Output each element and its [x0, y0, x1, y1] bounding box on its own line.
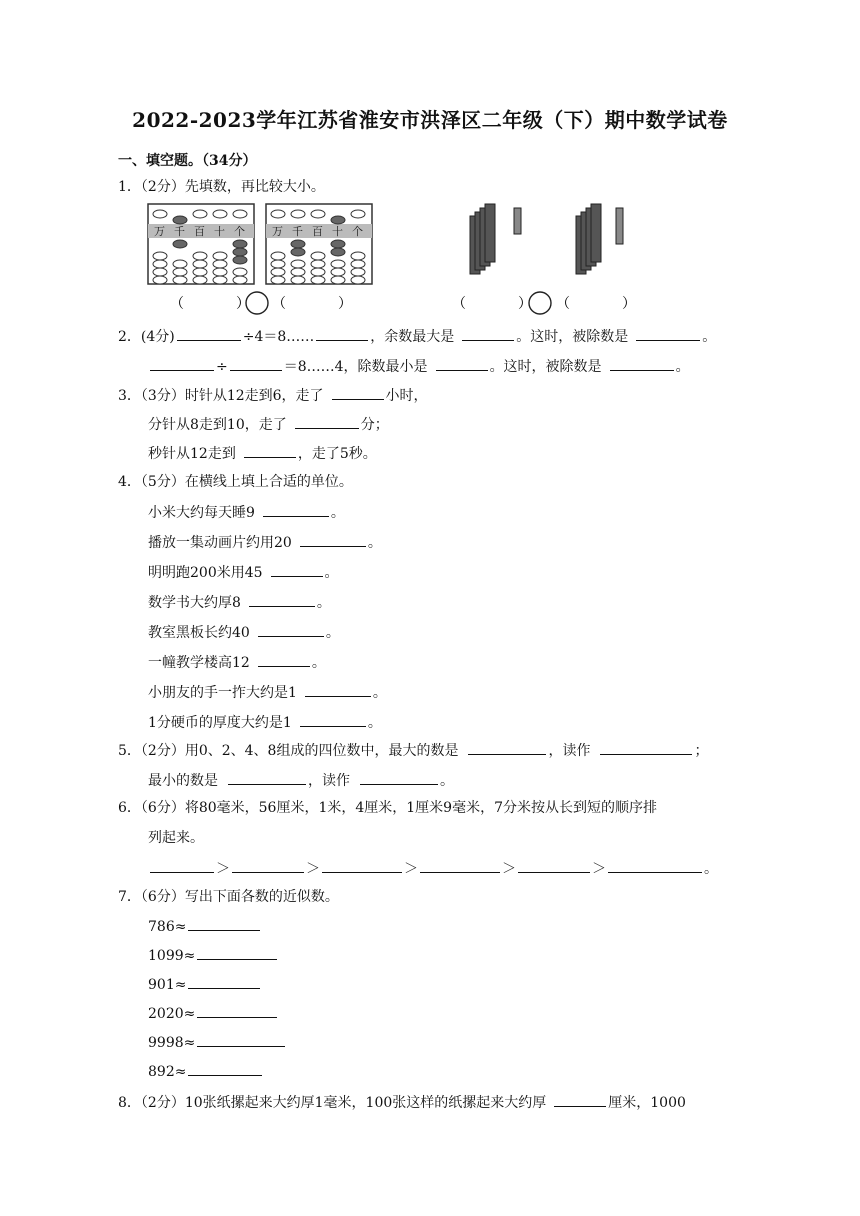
question-2-line-2: ÷ ＝8……4，除数最小是 。这时，被除数是 。: [148, 356, 690, 377]
q7-item: 901≈: [148, 974, 262, 995]
q4-item: 播放一集动画片约用20 。: [148, 532, 382, 553]
blank: [554, 1092, 606, 1107]
abacus-2-label-1: 千: [292, 225, 303, 238]
q4-item: 一幢教学楼高12 。: [148, 652, 326, 673]
blank: [436, 356, 488, 371]
q1-figures: [140, 200, 660, 318]
paren-open-1: （: [170, 296, 184, 312]
abacus-2-label-0: 万: [272, 225, 283, 238]
q4-item: 教室黑板长约40 。: [148, 622, 340, 643]
blocks-1: [470, 204, 521, 274]
paren-close-4: ）: [622, 296, 636, 312]
blank: [610, 356, 674, 371]
blocks-2: [576, 204, 623, 274]
q4-item: 小朋友的手一拃大约是1 。: [148, 682, 387, 703]
paren-close-1: ）: [236, 296, 250, 312]
blank: [636, 326, 700, 341]
abacus-2: [266, 204, 372, 284]
blank: [316, 326, 368, 341]
question-5: 5．（2分）用0、2、4、8组成的四位数中，最大的数是 ，读作 ；: [118, 740, 708, 761]
question-4: 4．（5分）在横线上填上合适的单位。: [118, 474, 353, 490]
q7-item: 2020≈: [148, 1003, 279, 1024]
paren-open-3: （: [452, 296, 466, 312]
abacus-1: [148, 204, 254, 284]
q4-item: 数学书大约厚8 。: [148, 592, 331, 613]
question-8: 8．（2分）10张纸摞起来大约厚1毫米，100张这样的纸摞起来大约厚 厘米，1000: [118, 1092, 686, 1113]
exam-title: 2022-2023学年江苏省淮安市洪泽区二年级（下）期中数学试卷: [132, 108, 728, 132]
blank: [177, 326, 241, 341]
abacus-2-label-3: 十: [332, 225, 343, 238]
paren-close-2: ）: [338, 296, 352, 312]
blank: [468, 740, 546, 755]
blank: [230, 356, 282, 371]
abacus-1-label-1: 千: [174, 225, 185, 238]
question-5-line-2: 最小的数是 ，读作 。: [148, 770, 454, 791]
q7-item: 786≈: [148, 916, 262, 937]
question-6: 6．（6分）将80毫米，56厘米，1米，4厘米，1厘米9毫米，7分米按从长到短的顺序排: [118, 800, 657, 816]
compare-circle-2: [529, 292, 551, 314]
question-3: 3．（3分）时针从12走到6，走了 小时，: [118, 385, 428, 406]
paren-close-3: ）: [518, 296, 532, 312]
question-6-line-2: 列起来。: [148, 830, 204, 846]
abacus-1-label-0: 万: [154, 225, 165, 238]
q7-item: 9998≈: [148, 1032, 287, 1053]
abacus-2-label-2: 百: [312, 225, 323, 238]
abacus-2-label-4: 个: [352, 225, 363, 238]
blank: [332, 385, 384, 400]
q7-item: 1099≈: [148, 945, 279, 966]
blank: [600, 740, 692, 755]
paren-open-4: （: [556, 296, 570, 312]
question-2: 2．(4分) ÷4＝8…… ，余数最大是 。这时，被除数是 。: [118, 326, 716, 347]
question-7: 7．（6分）写出下面各数的近似数。: [118, 889, 339, 905]
abacus-1-label-2: 百: [194, 225, 205, 238]
blank: [295, 414, 359, 429]
abacus-1-label-3: 十: [214, 225, 225, 238]
question-3-line-3: 秒针从12走到 ，走了5秒。: [148, 443, 377, 464]
paren-open-2: （: [272, 296, 286, 312]
section-heading: 一、填空题。（34分）: [118, 153, 257, 169]
question-6-answer: ＞ ＞ ＞ ＞ ＞ 。: [148, 858, 718, 879]
blank: [462, 326, 514, 341]
question-3-line-2: 分针从8走到10，走了 分；: [148, 414, 389, 435]
blank: [360, 770, 438, 785]
q7-item: 892≈: [148, 1061, 264, 1082]
blank: [244, 443, 296, 458]
q4-item: 明明跑200米用45 。: [148, 562, 339, 583]
q4-item: 1分硬币的厚度大约是1 。: [148, 712, 382, 733]
blank: [228, 770, 306, 785]
q4-item: 小米大约每天睡9 。: [148, 502, 345, 523]
question-1: 1．（2分）先填数，再比较大小。: [118, 179, 325, 195]
abacus-1-label-4: 个: [234, 225, 245, 238]
blank: [150, 356, 214, 371]
